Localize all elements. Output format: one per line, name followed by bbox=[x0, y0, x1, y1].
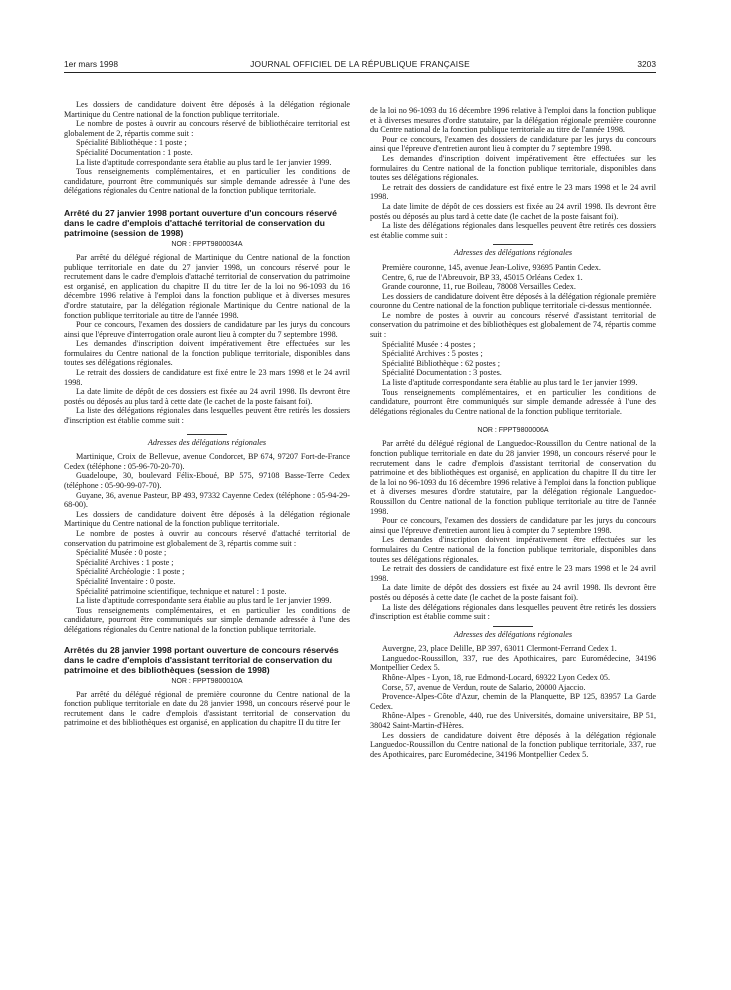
address-item: Centre, 6, rue de l'Abreuvoir, BP 33, 45015 Orléans Cedex 1. bbox=[382, 272, 583, 282]
paragraph: Spécialité patrimoine scientifique, technique et naturel : 1 poste. bbox=[76, 586, 287, 596]
page-number: 3203 bbox=[637, 59, 656, 69]
header-rule bbox=[64, 72, 656, 73]
page-header bbox=[64, 57, 656, 71]
paragraph: de la loi no 96-1093 du 16 décembre 1996 relative à l'emploi dans la fonction publique et à diverses mesures d'ordre statutaire, par la délégation régionale première couronne du Centre national de la fonction publique territoriale au titre de l'année 1998. bbox=[370, 106, 656, 135]
paragraph: La date limite de dépôt de ces dossiers est fixée au 24 avril 1998. Ils devront être postés ou déposés au plus tard à cette date (le cachet de la poste faisant foi). bbox=[64, 387, 350, 406]
address-item: Auvergne, 23, place Delille, BP 397, 63011 Clermont-Ferrand Cedex 1. bbox=[382, 644, 617, 654]
paragraph: Spécialité Bibliothèque : 1 poste ; bbox=[76, 138, 187, 148]
nor-reference: NOR : FPPT9800010A bbox=[171, 677, 243, 685]
journal-title: JOURNAL OFFICIEL DE LA RÉPUBLIQUE FRANÇAISE bbox=[250, 59, 470, 69]
paragraph: Spécialité Musée : 4 postes ; bbox=[382, 339, 476, 349]
paragraph: Les dossiers de candidature doivent être déposés à la délégation régionale Languedoc-Roussillon du Centre national de la fonction publique territoriale, 337, rue des Apothicaires, parc Euromédecine, 34196 Montpellier Cedex 5. bbox=[370, 730, 656, 759]
paragraph: Spécialité Archives : 5 postes ; bbox=[382, 349, 483, 359]
paragraph: La liste d'aptitude correspondante sera établie au plus tard le 1er janvier 1999. bbox=[76, 157, 332, 167]
separator-rule bbox=[493, 626, 533, 627]
paragraph: La liste des délégations régionales dans lesquelles peuvent être retirés les dossiers d'inscription est établie comme suit : bbox=[64, 406, 350, 426]
address-item: Martinique, Croix de Bellevue, avenue Condorcet, BP 674, 97207 Fort-de-France Cedex (téléphone : 05-96-70-20-70). bbox=[64, 452, 350, 471]
paragraph: Par arrêté du délégué régional de première couronne du Centre national de la fonction publique territoriale en date du 28 janvier 1998, un concours réservé pour le recrutement dans le cadre d'emplois d'assistant territorial de conservation du patrimoine et des bibliothèques est organisé, en application du chapitre II du titre Ier bbox=[64, 689, 350, 728]
paragraph: La liste des délégations régionales dans lesquelles peuvent être retirés les dossiers d'inscription est établie comme suit : bbox=[370, 602, 656, 622]
address-item: Rhône-Alpes - Grenoble, 440, rue des Universités, domaine universitaire, BP 51, 38042 Saint-Martin-d'Hères. bbox=[370, 711, 656, 731]
paragraph: Spécialité Archives : 1 poste ; bbox=[76, 557, 174, 567]
address-item: Guadeloupe, 30, boulevard Félix-Eboué, BP 575, 97108 Basse-Terre Cedex (téléphone : 05-90-99-07-70). bbox=[64, 471, 350, 490]
section-title: Arrêté du 27 janvier 1998 portant ouverture d'un concours réservé dans le cadre d'emplois d'attaché territorial de conservation du patrimoine (session de 1998) bbox=[64, 207, 337, 238]
paragraph: Le retrait des dossiers de candidature est fixé entre le 23 mars 1998 et le 24 avril 1998. bbox=[64, 368, 350, 387]
paragraph: La date limite de dépôt de ces dossiers est fixée au 24 avril 1998. Ils devront être postés ou déposés au plus tard à cette date (le cachet de la poste faisant foi). bbox=[370, 201, 656, 221]
address-item: Corse, 57, avenue de Verdun, route de Salario, 20000 Ajaccio. bbox=[382, 682, 586, 692]
paragraph: Les demandes d'inscription doivent impérativement être effectuées sur les formulaires du Centre national de la fonction publique territoriale, disponibles dans toutes ses délégations régionales. bbox=[370, 535, 656, 564]
separator-rule bbox=[187, 434, 227, 435]
paragraph: Spécialité Musée : 0 poste ; bbox=[76, 548, 167, 558]
paragraph: La date limite de dépôt des dossiers est fixée au 24 avril 1998. Ils devront être postés ou déposés à cette date (le cachet de la poste faisant foi). bbox=[370, 583, 656, 602]
paragraph: Le nombre de postes à ouvrir au concours réservé d'attaché territorial de conservation du patrimoine est globalement de 3, répartis comme suit : bbox=[64, 528, 350, 548]
address-item: Première couronne, 145, avenue Jean-Lolive, 93695 Pantin Cedex. bbox=[382, 262, 601, 272]
address-item: Provence-Alpes-Côte d'Azur, chemin de la Planquette, BP 125, 83957 La Garde Cedex. bbox=[370, 692, 656, 711]
paragraph: Tous renseignements complémentaires, et en particulier les conditions de candidature, pourront être communiqués sur simple demande adressée à l'une des délégations régionales du Centre national de la fonction publique territoriale. bbox=[64, 167, 350, 196]
paragraph: Spécialité Archéologie : 1 poste ; bbox=[76, 567, 185, 577]
paragraph: Pour ce concours, l'examen des dossiers de candidature par les jurys du concours ainsi que l'épreuve d'entretien auront lieu à compter du 7 septembre 1998. bbox=[370, 516, 656, 535]
paragraph: Spécialité Documentation : 3 postes. bbox=[382, 368, 502, 378]
paragraph: Le nombre de postes à ouvrir au concours réservé d'assistant territorial de conservation du patrimoine et des bibliothèques est globalement de 74, répartis comme suit : bbox=[370, 310, 656, 340]
paragraph: Pour ce concours, l'examen des dossiers de candidature par les jurys du concours ainsi que l'épreuve d'interrogation orale auront lieu à compter du 7 septembre 1998. bbox=[64, 320, 350, 339]
address-item: Grande couronne, 11, rue Boileau, 78008 Versailles Cedex. bbox=[382, 282, 576, 292]
separator-rule bbox=[493, 244, 533, 245]
address-item: Guyane, 36, avenue Pasteur, BP 493, 97332 Cayenne Cedex (téléphone : 05-94-29-68-00). bbox=[64, 490, 350, 510]
nor-reference: NOR : FPPT9800006A bbox=[477, 427, 549, 435]
left-column bbox=[64, 100, 350, 728]
paragraph: Le retrait des dossiers de candidature est fixé entre le 23 mars 1998 et le 24 avril 1998. bbox=[370, 182, 656, 202]
addresses-heading: Adresses des délégations régionales bbox=[147, 437, 267, 447]
paragraph: La liste des délégations régionales dans lesquelles peuvent être retirés ces dossiers est établie comme suit : bbox=[370, 221, 656, 240]
address-item: Languedoc-Roussillon, 337, rue des Apothicaires, parc Euromédecine, 34196 Montpellier Cedex 5. bbox=[370, 653, 656, 673]
paragraph: Le nombre de postes à ouvrir au concours réservé de bibliothécaire territorial est globalement de 2, répartis comme suit : bbox=[64, 119, 350, 138]
paragraph: Spécialité Documentation : 1 poste. bbox=[76, 147, 193, 157]
paragraph: Par arrêté du délégué régional de Languedoc-Roussillon du Centre national de la fonction publique territoriale en date du 28 janvier 1998, un concours réservé pour le recrutement dans le cadre d'emplois d'assistant territorial de conservation du patrimoine et des bibliothèques est organisé, en application du chapitre II du titre Ier de la loi no 96-1093 du 16 décembre 1996 relative à l'emploi dans la fonction publique et à diverses mesures d'ordre statutaire, par la délégation régionale Languedoc-Roussillon du Centre national de la fonction publique territoriale au titre de l'année 1998. bbox=[370, 439, 656, 516]
paragraph: La liste d'aptitude correspondante sera établie au plus tard le 1er janvier 1999. bbox=[382, 378, 638, 388]
right-column bbox=[370, 106, 656, 759]
paragraph: Tous renseignements complémentaires, et en particulier les conditions de candidature, pourront être communiqués sur simple demande adressée à l'une des délégations régionales du Centre national de la fonction publique territoriale. bbox=[64, 605, 350, 634]
paragraph: Pour ce concours, l'examen des dossiers de candidature par les jurys du concours ainsi que l'épreuve d'entretien auront lieu à compter du 7 septembre 1998. bbox=[370, 134, 656, 154]
paragraph: Spécialité Inventaire : 0 poste. bbox=[76, 576, 176, 586]
addresses-heading: Adresses des délégations régionales bbox=[453, 248, 573, 258]
issue-date: 1er mars 1998 bbox=[64, 59, 118, 69]
paragraph: Les dossiers de candidature doivent être déposés à la délégation régionale première couronne du Centre national de la fonction publique territoriale ci-dessus mentionnée. bbox=[370, 291, 656, 311]
nor-reference: NOR : FPPT9800034A bbox=[171, 240, 243, 248]
paragraph: Le retrait des dossiers de candidature est fixé entre le 23 mars 1998 et le 24 avril 1998. bbox=[370, 564, 656, 583]
paragraph: Spécialité Bibliothèque : 62 postes ; bbox=[382, 358, 501, 368]
paragraph: Tous renseignements complémentaires, et en particulier les conditions de candidature, pourront être communiqués sur simple demande adressée à l'une des délégations régionales du Centre national de la fonction publique territoriale. bbox=[370, 387, 656, 416]
address-item: Rhône-Alpes - Lyon, 18, rue Edmond-Locard, 69322 Lyon Cedex 05. bbox=[382, 673, 611, 683]
paragraph: Par arrêté du délégué régional de Martinique du Centre national de la fonction publique territoriale en date du 27 janvier 1998, un concours réservé pour le recrutement dans le cadre d'emplois d'attaché territorial de conservation du patrimoine est organisé, en application du chapitre II du titre Ier de la loi no 96-1093 du 16 décembre 1996 relative à l'emploi dans la fonction publique et à diverses mesures d'ordre statutaire, par la délégation régionale Martinique du Centre national de la fonction publique territoriale au titre de l'année 1998. bbox=[64, 252, 350, 320]
paragraph: La liste d'aptitude correspondante sera établie au plus tard le 1er janvier 1999. bbox=[76, 596, 332, 606]
section-title: Arrêtés du 28 janvier 1998 portant ouverture de concours réservés dans le cadre d'emplois d'assistant territorial de conservation du patrimoine et des bibliothèques (session de 1998) bbox=[64, 644, 339, 675]
paragraph: Les dossiers de candidature doivent être déposés à la délégation régionale Martinique du Centre national de la fonction publique territoriale. bbox=[64, 509, 350, 529]
addresses-heading: Adresses des délégations régionales bbox=[453, 629, 573, 639]
paragraph: Les dossiers de candidature doivent être déposés à la délégation régionale Martinique du Centre national de la fonction publique territoriale. bbox=[64, 100, 350, 119]
paragraph: Les demandes d'inscription doivent impérativement être effectuées sur les formulaires du Centre national de la fonction publique territoriale, disponibles dans toutes ses délégations régionales. bbox=[370, 153, 656, 183]
paragraph: Les demandes d'inscription doivent impérativement être effectuées sur les formulaires du Centre national de la fonction publique territoriale, disponibles dans toutes ses délégations régionales. bbox=[64, 339, 350, 368]
